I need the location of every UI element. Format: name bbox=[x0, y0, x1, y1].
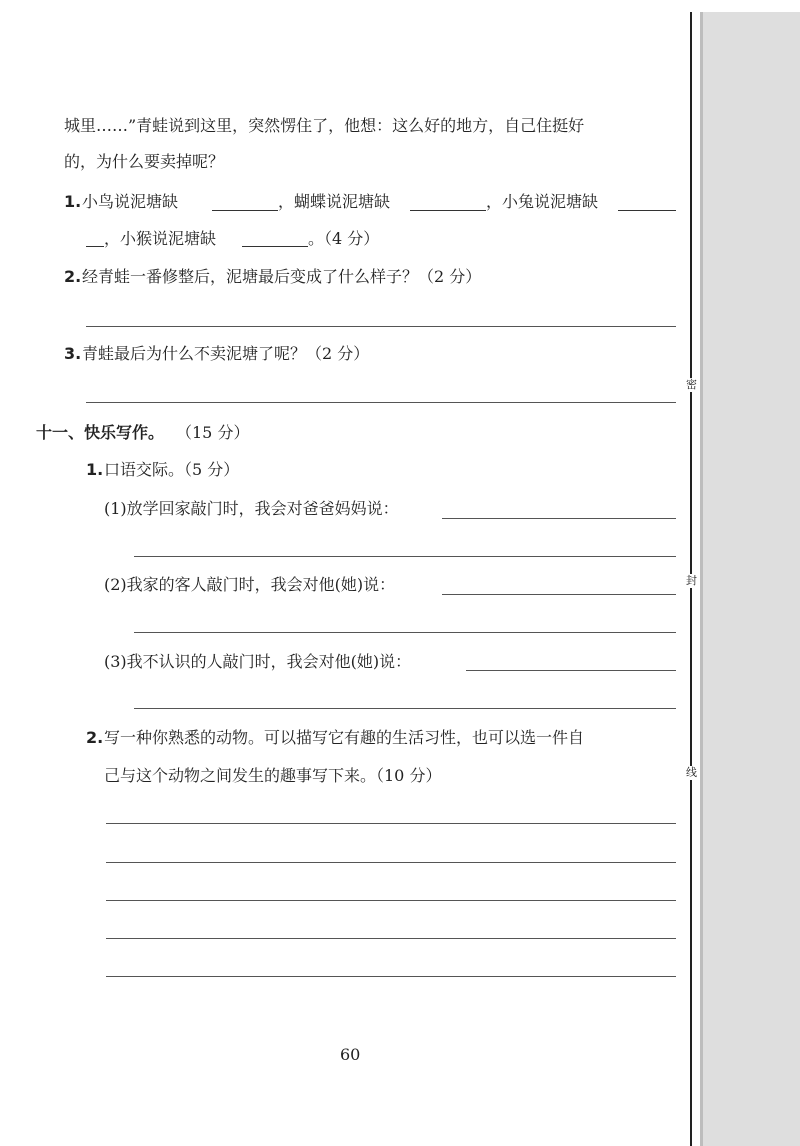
section-11-title: 十一、快乐写作。 bbox=[36, 423, 165, 442]
sub1-number: 1. bbox=[86, 460, 104, 479]
q1-blank-2[interactable] bbox=[410, 210, 486, 211]
writing-line[interactable] bbox=[106, 938, 676, 939]
writing-line[interactable] bbox=[106, 823, 676, 824]
writing-line[interactable] bbox=[106, 976, 676, 977]
q1-blank-3a[interactable] bbox=[618, 210, 676, 211]
q1-part-4: ，小猴说泥塘缺 bbox=[104, 229, 217, 248]
q1-number: 1. bbox=[64, 192, 82, 211]
sub2-number: 2. bbox=[86, 728, 104, 747]
binding-mark-mi: 密 bbox=[686, 378, 697, 391]
passage-line-2: 的，为什么要卖掉呢？ bbox=[64, 152, 225, 171]
sub2-line-2: 己与这个动物之间发生的趣事写下来。（10 分） bbox=[104, 766, 442, 785]
sub1-text: 口语交际。（5 分） bbox=[104, 460, 240, 479]
item-2-prompt: (2)我家的客人敲门时，我会对他(她)说： bbox=[104, 575, 396, 594]
q1-part-2: ，蝴蝶说泥塘缺 bbox=[278, 192, 391, 211]
q1-part-3: ，小兔说泥塘缺 bbox=[486, 192, 599, 211]
q1-blank-4[interactable] bbox=[242, 246, 308, 247]
q3-text: 青蛙最后为什么不卖泥塘了呢？（2 分） bbox=[82, 344, 370, 363]
item-2-answer-line-b[interactable] bbox=[134, 632, 676, 633]
passage-line-1: 城里……”青蛙说到这里，突然愣住了，他想：这么好的地方，自己住挺好 bbox=[64, 116, 585, 135]
margin-strip bbox=[700, 12, 800, 1146]
item-2-answer-line-a[interactable] bbox=[442, 594, 676, 595]
writing-line[interactable] bbox=[106, 900, 676, 901]
item-3-answer-line-a[interactable] bbox=[466, 670, 676, 671]
section-11-score: （15 分） bbox=[176, 423, 250, 442]
binding-mark-feng: 封 bbox=[686, 574, 697, 587]
q1-blank-1[interactable] bbox=[212, 210, 278, 211]
item-3-prompt: (3)我不认识的人敲门时，我会对他(她)说： bbox=[104, 652, 412, 671]
item-3-answer-line-b[interactable] bbox=[134, 708, 676, 709]
item-1-answer-line-a[interactable] bbox=[442, 518, 676, 519]
item-1-answer-line-b[interactable] bbox=[134, 556, 676, 557]
writing-line[interactable] bbox=[106, 862, 676, 863]
page-number: 60 bbox=[340, 1045, 361, 1064]
q2-text: 经青蛙一番修整后，泥塘最后变成了什么样子？（2 分） bbox=[82, 267, 482, 286]
q1-blank-3b[interactable] bbox=[86, 246, 104, 247]
q1-part-1: 小鸟说泥塘缺 bbox=[82, 192, 179, 211]
q1-part-5: 。（4 分） bbox=[308, 229, 380, 248]
sub2-line-1: 写一种你熟悉的动物。可以描写它有趣的生活习性，也可以选一件自 bbox=[104, 728, 585, 747]
q3-answer-line[interactable] bbox=[86, 402, 676, 403]
q3-number: 3. bbox=[64, 344, 82, 363]
q2-number: 2. bbox=[64, 267, 82, 286]
binding-mark-xian: 线 bbox=[686, 766, 697, 779]
q2-answer-line[interactable] bbox=[86, 326, 676, 327]
item-1-prompt: (1)放学回家敲门时，我会对爸爸妈妈说： bbox=[104, 499, 399, 518]
